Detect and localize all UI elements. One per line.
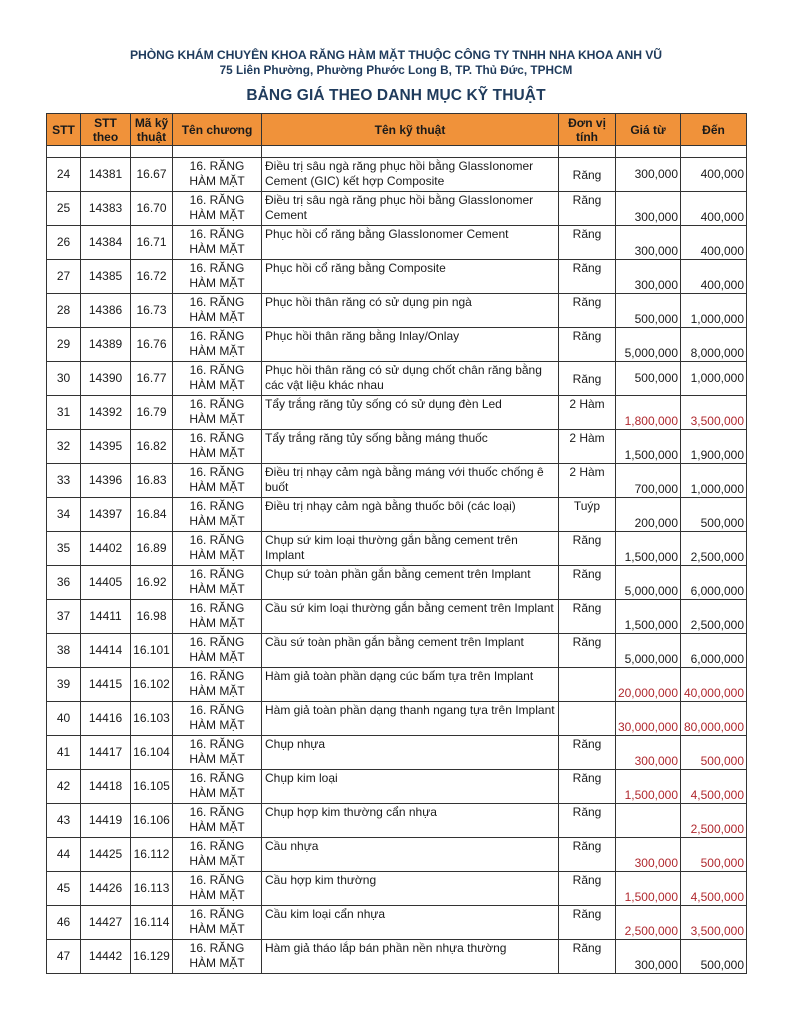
table-row — [47, 464, 747, 498]
cell-don-vi-tinh: Răng — [559, 566, 616, 600]
cell-ten-chuong — [173, 600, 262, 634]
cell-don-vi-tinh: Răng — [559, 192, 616, 226]
cell-den: 4,500,000 — [681, 872, 747, 906]
cell-ma-ky-thuat: 16.101 — [131, 634, 173, 668]
cell-den: 1,000,000 — [681, 294, 747, 328]
cell-den: 80,000,000 — [681, 702, 747, 736]
table-row — [47, 940, 747, 974]
cell-gia-tu: 300,000 — [616, 260, 681, 294]
chapter-label: 16. RĂNG HÀM MẶT — [189, 601, 245, 630]
cell-ten-chuong — [173, 396, 262, 430]
blank-cell — [681, 146, 747, 158]
cell-ten-ky-thuat: Phục hồi thân răng bằng Inlay/Onlay — [262, 328, 559, 362]
cell-ten-chuong — [173, 158, 262, 192]
table-row — [47, 838, 747, 872]
cell-gia-tu: 700,000 — [616, 464, 681, 498]
chapter-label: 16. RĂNG HÀM MẶT — [189, 465, 245, 494]
cell-stt-theo: 14390 — [81, 362, 131, 396]
cell-ma-ky-thuat: 16.67 — [131, 158, 173, 192]
cell-ten-ky-thuat: Chụp hợp kim thường cẩn nhựa — [262, 804, 559, 838]
cell-gia-tu — [616, 804, 681, 838]
chapter-label: 16. RĂNG HÀM MẶT — [189, 771, 245, 800]
cell-stt: 46 — [47, 906, 81, 940]
cell-ten-chuong — [173, 532, 262, 566]
cell-stt: 47 — [47, 940, 81, 974]
cell-gia-tu: 5,000,000 — [616, 634, 681, 668]
cell-ma-ky-thuat: 16.77 — [131, 362, 173, 396]
clinic-address: 75 Liên Phường, Phường Phước Long B, TP. Thủ Đức, TPHCM — [219, 63, 573, 77]
cell-stt: 38 — [47, 634, 81, 668]
cell-stt: 25 — [47, 192, 81, 226]
cell-ten-chuong — [173, 226, 262, 260]
cell-den: 2,500,000 — [681, 600, 747, 634]
cell-gia-tu: 1,500,000 — [616, 430, 681, 464]
cell-ma-ky-thuat: 16.72 — [131, 260, 173, 294]
cell-ten-chuong — [173, 838, 262, 872]
cell-ten-ky-thuat: Cầu nhựa — [262, 838, 559, 872]
cell-gia-tu: 5,000,000 — [616, 566, 681, 600]
cell-ten-ky-thuat: Hàm giả toàn phần dạng thanh ngang tựa trên Implant — [262, 702, 559, 736]
cell-ten-ky-thuat: Phục hồi cổ răng bằng GlassIonomer Cement — [262, 226, 559, 260]
cell-don-vi-tinh: Răng — [559, 634, 616, 668]
cell-stt: 33 — [47, 464, 81, 498]
cell-gia-tu: 1,500,000 — [616, 872, 681, 906]
table-row — [47, 668, 747, 702]
table-row — [47, 600, 747, 634]
cell-gia-tu: 1,500,000 — [616, 770, 681, 804]
cell-gia-tu: 300,000 — [616, 226, 681, 260]
blank-cell — [616, 146, 681, 158]
cell-stt-theo: 14392 — [81, 396, 131, 430]
cell-stt-theo: 14405 — [81, 566, 131, 600]
cell-stt: 29 — [47, 328, 81, 362]
table-row — [47, 328, 747, 362]
table-row — [47, 770, 747, 804]
cell-gia-tu: 30,000,000 — [616, 702, 681, 736]
cell-ten-ky-thuat: Cầu sứ toàn phần gắn bằng cement trên Implant — [262, 634, 559, 668]
cell-den: 1,000,000 — [681, 362, 747, 396]
cell-ma-ky-thuat: 16.129 — [131, 940, 173, 974]
chapter-label: 16. RĂNG HÀM MẶT — [189, 635, 245, 664]
cell-ten-chuong — [173, 464, 262, 498]
column-header-don-vi-tinh-label: Đơn vị tính — [568, 115, 606, 144]
cell-stt-theo: 14402 — [81, 532, 131, 566]
cell-ma-ky-thuat: 16.76 — [131, 328, 173, 362]
cell-den: 500,000 — [681, 498, 747, 532]
cell-ma-ky-thuat: 16.70 — [131, 192, 173, 226]
cell-den: 400,000 — [681, 192, 747, 226]
cell-don-vi-tinh: Răng — [559, 906, 616, 940]
cell-den: 4,500,000 — [681, 770, 747, 804]
cell-stt-theo: 14418 — [81, 770, 131, 804]
cell-stt-theo: 14397 — [81, 498, 131, 532]
table-row — [47, 702, 747, 736]
cell-stt-theo: 14416 — [81, 702, 131, 736]
cell-don-vi-tinh: Răng — [559, 770, 616, 804]
cell-gia-tu: 300,000 — [616, 158, 681, 192]
cell-gia-tu: 20,000,000 — [616, 668, 681, 702]
chapter-label: 16. RĂNG HÀM MẶT — [189, 805, 245, 834]
column-header-ten-ky-thuat: Tên kỹ thuật — [262, 114, 559, 146]
chapter-label: 16. RĂNG HÀM MẶT — [189, 431, 245, 460]
table-row — [47, 260, 747, 294]
price-table — [46, 113, 747, 974]
cell-den: 500,000 — [681, 838, 747, 872]
cell-don-vi-tinh: Răng — [559, 532, 616, 566]
cell-ten-chuong — [173, 736, 262, 770]
cell-don-vi-tinh: Răng — [559, 838, 616, 872]
cell-gia-tu: 500,000 — [616, 294, 681, 328]
cell-stt: 35 — [47, 532, 81, 566]
cell-gia-tu: 300,000 — [616, 940, 681, 974]
cell-gia-tu: 2,500,000 — [616, 906, 681, 940]
cell-stt: 24 — [47, 158, 81, 192]
blank-cell — [47, 146, 81, 158]
cell-den: 8,000,000 — [681, 328, 747, 362]
cell-gia-tu: 1,500,000 — [616, 600, 681, 634]
table-row — [47, 226, 747, 260]
chapter-label: 16. RĂNG HÀM MẶT — [189, 567, 245, 596]
cell-don-vi-tinh: Răng — [559, 940, 616, 974]
cell-ma-ky-thuat: 16.104 — [131, 736, 173, 770]
clinic-name: PHÒNG KHÁM CHUYÊN KHOA RĂNG HÀM MẶT THUỘC CÔNG TY TNHH NHA KHOA ANH VŨ — [130, 48, 662, 62]
cell-ten-chuong — [173, 906, 262, 940]
cell-ma-ky-thuat: 16.83 — [131, 464, 173, 498]
table-row — [47, 532, 747, 566]
column-header-gia-tu: Giá từ — [616, 114, 681, 146]
chapter-label: 16. RĂNG HÀM MẶT — [189, 397, 245, 426]
chapter-label: 16. RĂNG HÀM MẶT — [189, 669, 245, 698]
cell-ten-ky-thuat: Phục hồi cổ răng bằng Composite — [262, 260, 559, 294]
cell-den: 2,500,000 — [681, 532, 747, 566]
cell-stt-theo: 14381 — [81, 158, 131, 192]
cell-gia-tu: 300,000 — [616, 736, 681, 770]
cell-den: 3,500,000 — [681, 396, 747, 430]
cell-ten-chuong — [173, 940, 262, 974]
cell-don-vi-tinh: Tuýp — [559, 498, 616, 532]
cell-gia-tu: 300,000 — [616, 192, 681, 226]
cell-don-vi-tinh — [559, 702, 616, 736]
cell-stt: 34 — [47, 498, 81, 532]
cell-stt: 31 — [47, 396, 81, 430]
cell-ten-ky-thuat: Chụp kim loại — [262, 770, 559, 804]
cell-stt-theo: 14425 — [81, 838, 131, 872]
column-header-stt-theo-label: STT theo — [92, 115, 119, 144]
cell-ma-ky-thuat: 16.114 — [131, 906, 173, 940]
column-header-don-vi-tinh — [559, 114, 616, 146]
cell-don-vi-tinh — [559, 668, 616, 702]
cell-gia-tu: 1,500,000 — [616, 532, 681, 566]
cell-don-vi-tinh: 2 Hàm — [559, 396, 616, 430]
cell-ma-ky-thuat: 16.92 — [131, 566, 173, 600]
chapter-label: 16. RĂNG HÀM MẶT — [189, 159, 245, 188]
cell-stt: 43 — [47, 804, 81, 838]
blank-cell — [81, 146, 131, 158]
cell-stt: 41 — [47, 736, 81, 770]
cell-stt: 45 — [47, 872, 81, 906]
cell-ma-ky-thuat: 16.102 — [131, 668, 173, 702]
cell-ten-chuong — [173, 294, 262, 328]
chapter-label: 16. RĂNG HÀM MẶT — [189, 907, 245, 936]
cell-gia-tu: 500,000 — [616, 362, 681, 396]
column-header-ten-chuong: Tên chương — [173, 114, 262, 146]
page-title: BẢNG GIÁ THEO DANH MỤC KỸ THUẬT — [246, 87, 546, 104]
cell-ten-ky-thuat: Chụp sứ toàn phần gắn bằng cement trên Implant — [262, 566, 559, 600]
chapter-label: 16. RĂNG HÀM MẶT — [189, 295, 245, 324]
cell-stt-theo: 14417 — [81, 736, 131, 770]
cell-ten-chuong — [173, 770, 262, 804]
table-row — [47, 158, 747, 192]
chapter-label: 16. RĂNG HÀM MẶT — [189, 839, 245, 868]
cell-gia-tu: 1,800,000 — [616, 396, 681, 430]
cell-stt-theo: 14411 — [81, 600, 131, 634]
table-row — [47, 192, 747, 226]
cell-stt: 27 — [47, 260, 81, 294]
cell-ten-chuong — [173, 804, 262, 838]
cell-ten-ky-thuat: Hàm giả tháo lắp bán phần nền nhựa thường — [262, 940, 559, 974]
table-row — [47, 566, 747, 600]
chapter-label: 16. RĂNG HÀM MẶT — [189, 737, 245, 766]
cell-stt: 36 — [47, 566, 81, 600]
cell-ten-chuong — [173, 328, 262, 362]
cell-don-vi-tinh: 2 Hàm — [559, 430, 616, 464]
cell-ten-ky-thuat: Điều trị nhạy cảm ngà bằng máng với thuốc chống ê buốt — [262, 464, 559, 498]
cell-ten-ky-thuat: Tẩy trắng răng tủy sống bằng máng thuốc — [262, 430, 559, 464]
chapter-label: 16. RĂNG HÀM MẶT — [189, 329, 245, 358]
cell-stt: 26 — [47, 226, 81, 260]
cell-den: 6,000,000 — [681, 634, 747, 668]
cell-ma-ky-thuat: 16.113 — [131, 872, 173, 906]
cell-stt: 39 — [47, 668, 81, 702]
chapter-label: 16. RĂNG HÀM MẶT — [189, 703, 245, 732]
table-row — [47, 634, 747, 668]
cell-don-vi-tinh: Răng — [559, 260, 616, 294]
cell-ma-ky-thuat: 16.79 — [131, 396, 173, 430]
cell-don-vi-tinh: Răng — [559, 736, 616, 770]
cell-ma-ky-thuat: 16.71 — [131, 226, 173, 260]
column-header-ma-ky-thuat-label: Mã kỹ thuật — [134, 115, 169, 144]
cell-ten-chuong — [173, 192, 262, 226]
cell-ten-ky-thuat: Hàm giả toàn phần dạng cúc bấm tựa trên Implant — [262, 668, 559, 702]
cell-stt-theo: 14426 — [81, 872, 131, 906]
cell-ten-ky-thuat: Cầu sứ kim loại thường gắn bằng cement trên Implant — [262, 600, 559, 634]
blank-row — [47, 146, 747, 158]
cell-ma-ky-thuat: 16.82 — [131, 430, 173, 464]
cell-gia-tu: 5,000,000 — [616, 328, 681, 362]
cell-ten-chuong — [173, 260, 262, 294]
cell-ten-chuong — [173, 498, 262, 532]
cell-stt: 42 — [47, 770, 81, 804]
cell-ma-ky-thuat: 16.105 — [131, 770, 173, 804]
chapter-label: 16. RĂNG HÀM MẶT — [189, 533, 245, 562]
cell-stt-theo: 14385 — [81, 260, 131, 294]
cell-don-vi-tinh: Răng — [559, 328, 616, 362]
cell-den: 6,000,000 — [681, 566, 747, 600]
cell-den: 500,000 — [681, 940, 747, 974]
cell-ten-ky-thuat: Cầu kim loại cẩn nhựa — [262, 906, 559, 940]
cell-den: 1,000,000 — [681, 464, 747, 498]
cell-stt-theo: 14384 — [81, 226, 131, 260]
blank-cell — [559, 146, 616, 158]
cell-stt: 32 — [47, 430, 81, 464]
table-row — [47, 498, 747, 532]
cell-ten-ky-thuat: Chụp nhựa — [262, 736, 559, 770]
cell-den: 2,500,000 — [681, 804, 747, 838]
table-row — [47, 872, 747, 906]
chapter-label: 16. RĂNG HÀM MẶT — [189, 363, 245, 392]
cell-ma-ky-thuat: 16.112 — [131, 838, 173, 872]
cell-den: 3,500,000 — [681, 906, 747, 940]
cell-den: 500,000 — [681, 736, 747, 770]
cell-stt-theo: 14383 — [81, 192, 131, 226]
chapter-label: 16. RĂNG HÀM MẶT — [189, 873, 245, 902]
cell-stt-theo: 14442 — [81, 940, 131, 974]
cell-ma-ky-thuat: 16.106 — [131, 804, 173, 838]
cell-ten-chuong — [173, 702, 262, 736]
chapter-label: 16. RĂNG HÀM MẶT — [189, 941, 245, 970]
cell-stt: 40 — [47, 702, 81, 736]
cell-ten-ky-thuat: Điều trị sâu ngà răng phục hồi bằng GlassIonomer Cement (GIC) kết hợp Composite — [262, 158, 559, 192]
cell-stt-theo: 14395 — [81, 430, 131, 464]
cell-ma-ky-thuat: 16.73 — [131, 294, 173, 328]
cell-ten-ky-thuat: Điều trị nhạy cảm ngà bằng thuốc bôi (các loại) — [262, 498, 559, 532]
chapter-label: 16. RĂNG HÀM MẶT — [189, 193, 245, 222]
chapter-label: 16. RĂNG HÀM MẶT — [189, 261, 245, 290]
cell-ten-chuong — [173, 668, 262, 702]
cell-ten-ky-thuat: Chụp sứ kim loại thường gắn bằng cement trên Implant — [262, 532, 559, 566]
blank-cell — [173, 146, 262, 158]
table-row — [47, 430, 747, 464]
cell-ten-ky-thuat: Phục hồi thân răng có sử dụng pin ngà — [262, 294, 559, 328]
cell-gia-tu: 200,000 — [616, 498, 681, 532]
cell-ten-chuong — [173, 872, 262, 906]
chapter-label: 16. RĂNG HÀM MẶT — [189, 227, 245, 256]
cell-ten-chuong — [173, 362, 262, 396]
cell-don-vi-tinh: Răng — [559, 600, 616, 634]
column-header-ma-ky-thuat — [131, 114, 173, 146]
cell-stt-theo: 14414 — [81, 634, 131, 668]
cell-don-vi-tinh: Răng — [559, 158, 616, 192]
cell-den: 400,000 — [681, 158, 747, 192]
cell-stt-theo: 14415 — [81, 668, 131, 702]
table-body — [47, 146, 747, 974]
table-row — [47, 396, 747, 430]
cell-den: 40,000,000 — [681, 668, 747, 702]
cell-stt: 30 — [47, 362, 81, 396]
table-row — [47, 294, 747, 328]
cell-stt-theo: 14396 — [81, 464, 131, 498]
cell-don-vi-tinh: Răng — [559, 362, 616, 396]
cell-don-vi-tinh: 2 Hàm — [559, 464, 616, 498]
cell-stt-theo: 14386 — [81, 294, 131, 328]
cell-ten-chuong — [173, 634, 262, 668]
table-row — [47, 736, 747, 770]
cell-don-vi-tinh: Răng — [559, 294, 616, 328]
cell-stt: 44 — [47, 838, 81, 872]
cell-stt-theo: 14389 — [81, 328, 131, 362]
cell-ma-ky-thuat: 16.89 — [131, 532, 173, 566]
cell-ten-ky-thuat: Phục hồi thân răng có sử dụng chốt chân răng bằng các vật liệu khác nhau — [262, 362, 559, 396]
cell-ten-chuong — [173, 430, 262, 464]
cell-den: 1,900,000 — [681, 430, 747, 464]
cell-stt: 28 — [47, 294, 81, 328]
cell-ma-ky-thuat: 16.103 — [131, 702, 173, 736]
column-header-stt-theo — [81, 114, 131, 146]
cell-ten-chuong — [173, 566, 262, 600]
table-row — [47, 804, 747, 838]
cell-don-vi-tinh: Răng — [559, 872, 616, 906]
cell-ten-ky-thuat: Cầu hợp kim thường — [262, 872, 559, 906]
cell-don-vi-tinh: Răng — [559, 226, 616, 260]
cell-ten-ky-thuat: Tẩy trắng răng tủy sống có sử dụng đèn Led — [262, 396, 559, 430]
chapter-label: 16. RĂNG HÀM MẶT — [189, 499, 245, 528]
cell-stt: 37 — [47, 600, 81, 634]
table-header-row — [47, 114, 747, 146]
cell-ten-ky-thuat: Điều trị sâu ngà răng phục hồi bằng GlassIonomer Cement — [262, 192, 559, 226]
cell-ma-ky-thuat: 16.84 — [131, 498, 173, 532]
table-row — [47, 362, 747, 396]
blank-cell — [131, 146, 173, 158]
cell-ma-ky-thuat: 16.98 — [131, 600, 173, 634]
column-header-stt: STT — [47, 114, 81, 146]
cell-don-vi-tinh: Răng — [559, 804, 616, 838]
blank-cell — [262, 146, 559, 158]
cell-den: 400,000 — [681, 260, 747, 294]
table-row — [47, 906, 747, 940]
cell-stt-theo: 14427 — [81, 906, 131, 940]
column-header-den: Đến — [681, 114, 747, 146]
cell-gia-tu: 300,000 — [616, 838, 681, 872]
cell-den: 400,000 — [681, 226, 747, 260]
cell-stt-theo: 14419 — [81, 804, 131, 838]
